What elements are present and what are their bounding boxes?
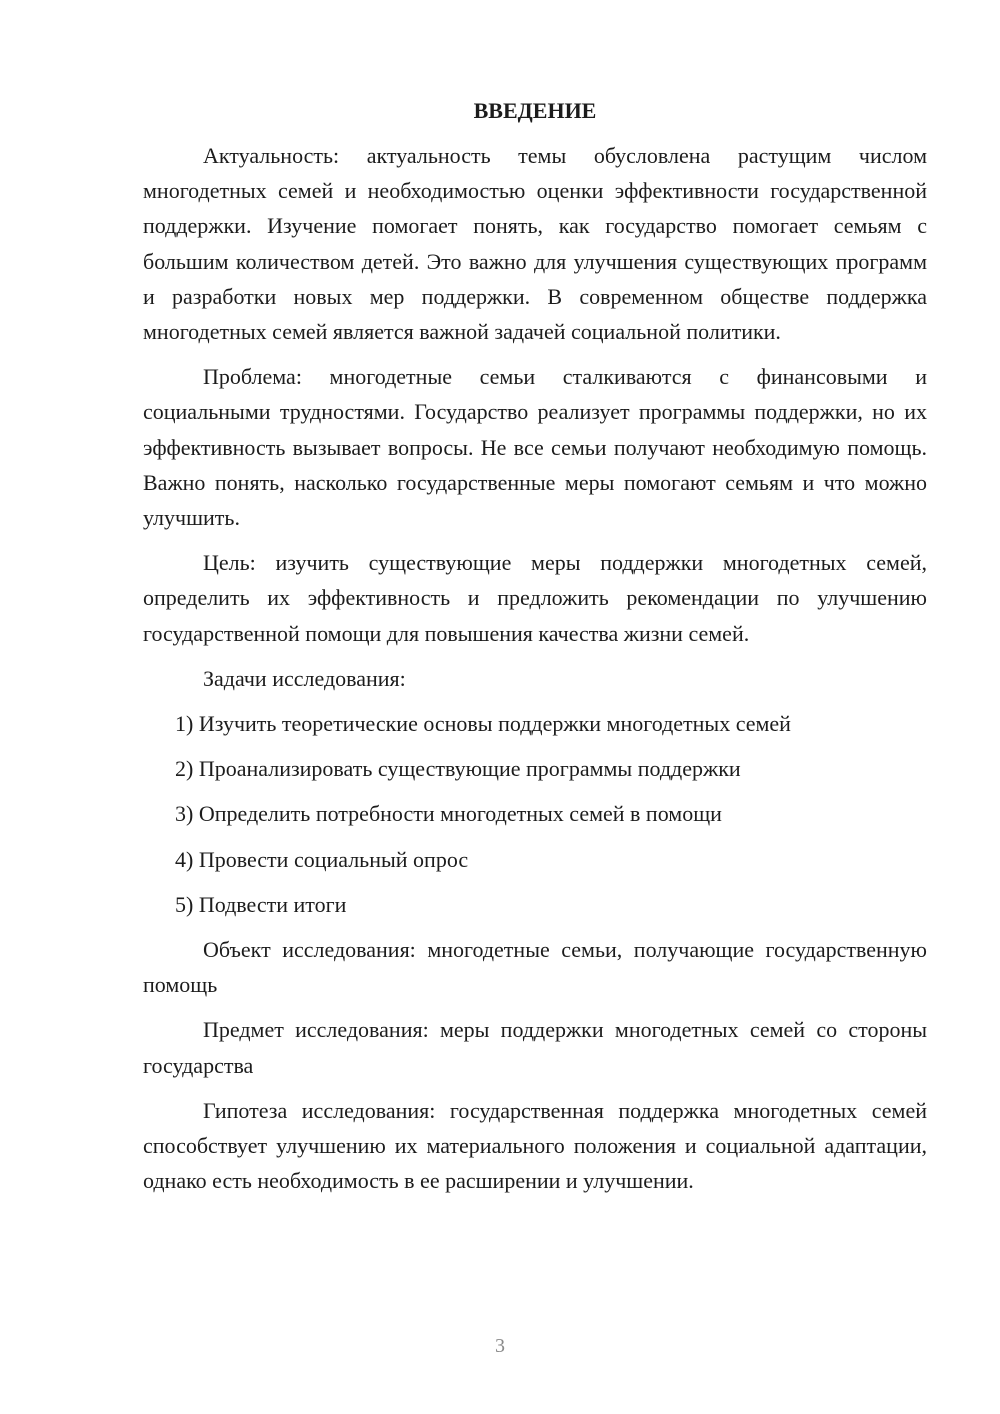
- list-item: 4) Провести социальный опрос: [175, 846, 469, 872]
- list-item: 3) Определить потребности многодетных семей в помощи: [175, 801, 722, 827]
- list-item: 1) Изучить теоретические основы поддержки многодетных семей: [175, 711, 791, 737]
- paragraph-subject: Предмет исследования: меры поддержки многодетных семей со стороны государства: [143, 1017, 927, 1078]
- tasks-list: [143, 706, 927, 922]
- list-item: 5) Подвести итоги: [175, 891, 347, 917]
- list-item: 2) Проанализировать существующие программы поддержки: [175, 756, 741, 782]
- paragraph-object: Объект исследования: многодетные семьи, получающие государственную помощь: [143, 937, 927, 998]
- paragraph-hypothesis: Гипотеза исследования: государственная поддержка многодетных семей способствует улучшению их материального положения и социальной адаптации, однако есть необходимость в ее расширении и улучшении.: [143, 1097, 927, 1194]
- page-number: 3: [495, 1335, 505, 1357]
- section-title: ВВЕДЕНИЕ: [473, 98, 597, 123]
- paragraph-goal: Цель: изучить существующие меры поддержки многодетных семей, определить их эффективность и предложить рекомендации по улучшению государственной помощи для повышения качества жизни семей.: [143, 550, 927, 646]
- paragraph-relevance: Актуальность: актуальность темы обусловлена растущим числом многодетных семей и необходимостью оценки эффективности государственной поддержки. Изучение помогает понять, как государство помогает семьям с большим количеством детей. Это важно для улучшения существующих программ и разработки новых мер поддержки. В современном обществе поддержка многодетных семей является важной задачей социальной политики.: [143, 143, 927, 345]
- paragraph-problem: Проблема: многодетные семьи сталкиваются с финансовыми и социальными трудностями. Государство реализует программы поддержки, но их эффективность вызывает вопросы. Не все семьи получают необходимую помощь. Важно понять, насколько государственные меры помогают семьям и что можно улучшить.: [143, 364, 927, 531]
- document-page: [143, 96, 927, 1208]
- tasks-heading: Задачи исследования:: [203, 665, 406, 691]
